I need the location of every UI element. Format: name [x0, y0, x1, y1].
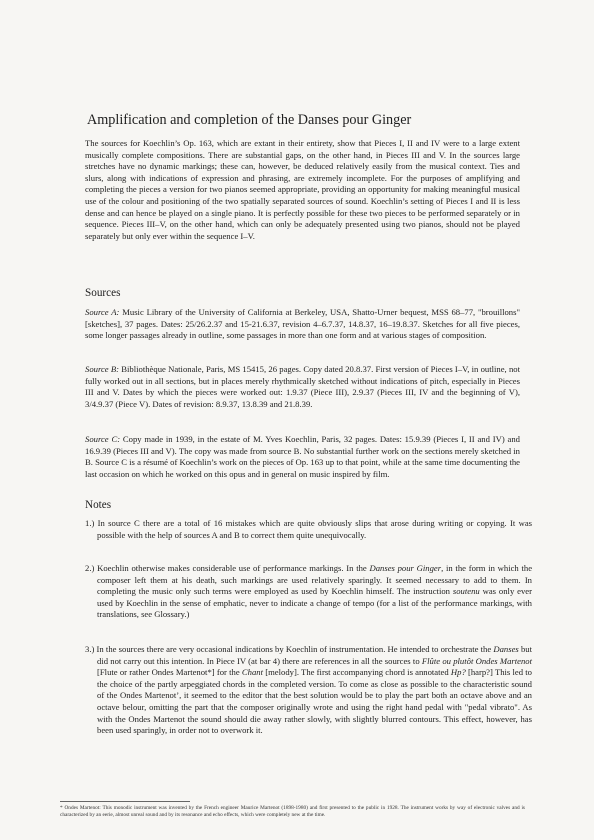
note-1 — [85, 518, 532, 541]
note-2 — [85, 563, 532, 621]
source-b-label: Source B: — [85, 364, 120, 374]
note-3-text-c: [Flute or rather Ondes Martenot*] for the — [97, 667, 242, 678]
note-3-text-e: [harp?] This led to the choice of the partly arpeggiated chords in the completed version. To come as close as possible to the characteristic sound of the Ondes Martenot’, it seemed to the editor that the best solution would be to play the part both an octave above and an octave belour, omitting the part that the composer originally wrote and using the right hand pedal with "pedal vibrato". As with the Ondes Martenot the sound should die away rather slowly, with slightly blurred contours. This effect, however, has been used sparingly, in order not to overwork it. — [97, 667, 532, 736]
note-2-text-c: was only ever used by Koechlin in the sense of emphatic, never to indicate a change of tempo (for a list of the performance markings, with translations, see Glossary.) — [97, 586, 532, 620]
source-c-paragraph — [85, 434, 520, 480]
note-3 — [85, 644, 532, 737]
note-3-number: 3.) — [85, 644, 95, 654]
note-3-italic-chant: Chant — [241, 667, 263, 678]
note-1-text: In source C there are a total of 16 mistakes which are quite obviously slips that arose during writing or copying. It was possible with the help of sources A and B to correct them quite unequivocally. — [97, 518, 533, 540]
footnote-divider — [60, 801, 190, 802]
note-3-text-d: [melody]. The first accompanying chord is annotated — [262, 667, 451, 678]
note-3-text-a: In the sources there are very occasional indications by Koechlin of instrumentation. He intended to orchestrate the — [96, 644, 494, 654]
source-a-text: Music Library of the University of California at Berkeley, USA, Shatto-Urner bequest, MSS 68–77, "brouillons" [sketches], 37 pages. Dates: 25/26.2.37 and 15-21.6.37, revision 4–6.7.37, 14.8.37, 16–19.8.37. Sketches for all five pieces, some longer passages already in outline, some passages in more than one form and at various stages of composition. — [85, 307, 520, 341]
note-3-italic-flute: Flûte ou plutôt Ondes Martenot — [421, 655, 533, 666]
note-2-italic-term: soutenu — [452, 586, 480, 597]
footnote: * Ondes Martenot: This monodic instrument was invented by the French engineer Maurice Martenot (1898-1980) and first presented to the public in 1928. The instrument works by way of electronic valves and is characterized by an eerie, almost unreal sound and by its resonance and echo effects, which were completely new at the time. — [60, 805, 525, 818]
source-b-paragraph — [85, 364, 520, 410]
notes-heading: Notes — [85, 499, 112, 511]
source-c-label: Source C: — [85, 434, 121, 444]
source-c-text: Copy made in 1939, in the estate of M. Yves Koechlin, Paris, 32 pages. Dates: 15.9.39 (Pieces I, II and IV) and 16.9.39 (Pieces III and V). The copy was made from source B. No substantial further work on the sections merely sketched in B. Source C is a résumé of Koechlin’s work on the pieces of Op. 163 up to that point, while at the same time documenting the last occasion on which he worked on this opus and in general on music inspired by film. — [85, 434, 520, 479]
note-1-number: 1.) — [85, 518, 95, 528]
note-2-italic-title: Danses pour Ginger — [369, 563, 442, 573]
intro-paragraph: The sources for Koechlin’s Op. 163, which are extant in their entirety, show that Pieces I, II and IV were to a large extent musically complete compositions. There are substantial gaps, on the other hand, in Pieces III and V. In the sources large stretches have no dynamic markings; these can, however, be deduced relatively easily from the musical context. Ties and slurs, along with indications of expression and phrasing, are extremely incomplete. For the purposes of amplifying and completing the pieces a version for two pianos seemed appropriate, providing an opportunity for making meaningful musical use of the colour and positioning of the two spatially separated sources of sound. Koechlin’s setting of Pieces I and II is less dense and can hence be played on a single piano. It is perfectly possible for these two pieces to be performed separately or in sequence. Pieces III–V, on the other hand, which can only be adequately presented using two pianos, should not be played separately but only ever within the sequence I–V. — [85, 138, 520, 241]
source-b-text: Bibliothèque Nationale, Paris, MS 15415, 26 pages. Copy dated 20.8.37. First version of Pieces I–V, in outline, not fully worked out in all sections, but in places merely rhythmically sketched without indications of pitch, especially in Pieces III and V. Dates by which the pieces were worked out: 1.9.37 (Piece III), 2.9.37 (Pieces III, IV and the beginning of V), 3/4.9.37 (Piece V). Dates of revision: 8.9.37, 13.8.39 and 21.8.39. — [85, 364, 520, 409]
note-3-italic-danses: Danses — [493, 644, 519, 654]
page-title: Amplification and completion of the Danses pour Ginger — [87, 112, 412, 128]
note-2-text-b: , in the form in which the composer left them at his death, such markings are used relatively sparingly. It seemed necessary to add to them. In completing the music only such terms were employed as used by Koechlin himself. The instruction — [97, 563, 533, 597]
note-3-text-b: but did not carry out this intention. In Piece IV (at bar 4) there are references in all the sources to — [97, 644, 532, 666]
source-a-label: Source A: — [85, 307, 120, 317]
note-2-number: 2.) — [85, 563, 95, 573]
source-a-paragraph — [85, 307, 520, 342]
note-3-italic-hp: Hp? — [450, 667, 466, 678]
note-2-text-a: Koechlin otherwise makes considerable use of performance markings. In the — [97, 563, 370, 573]
sources-heading: Sources — [85, 287, 121, 299]
